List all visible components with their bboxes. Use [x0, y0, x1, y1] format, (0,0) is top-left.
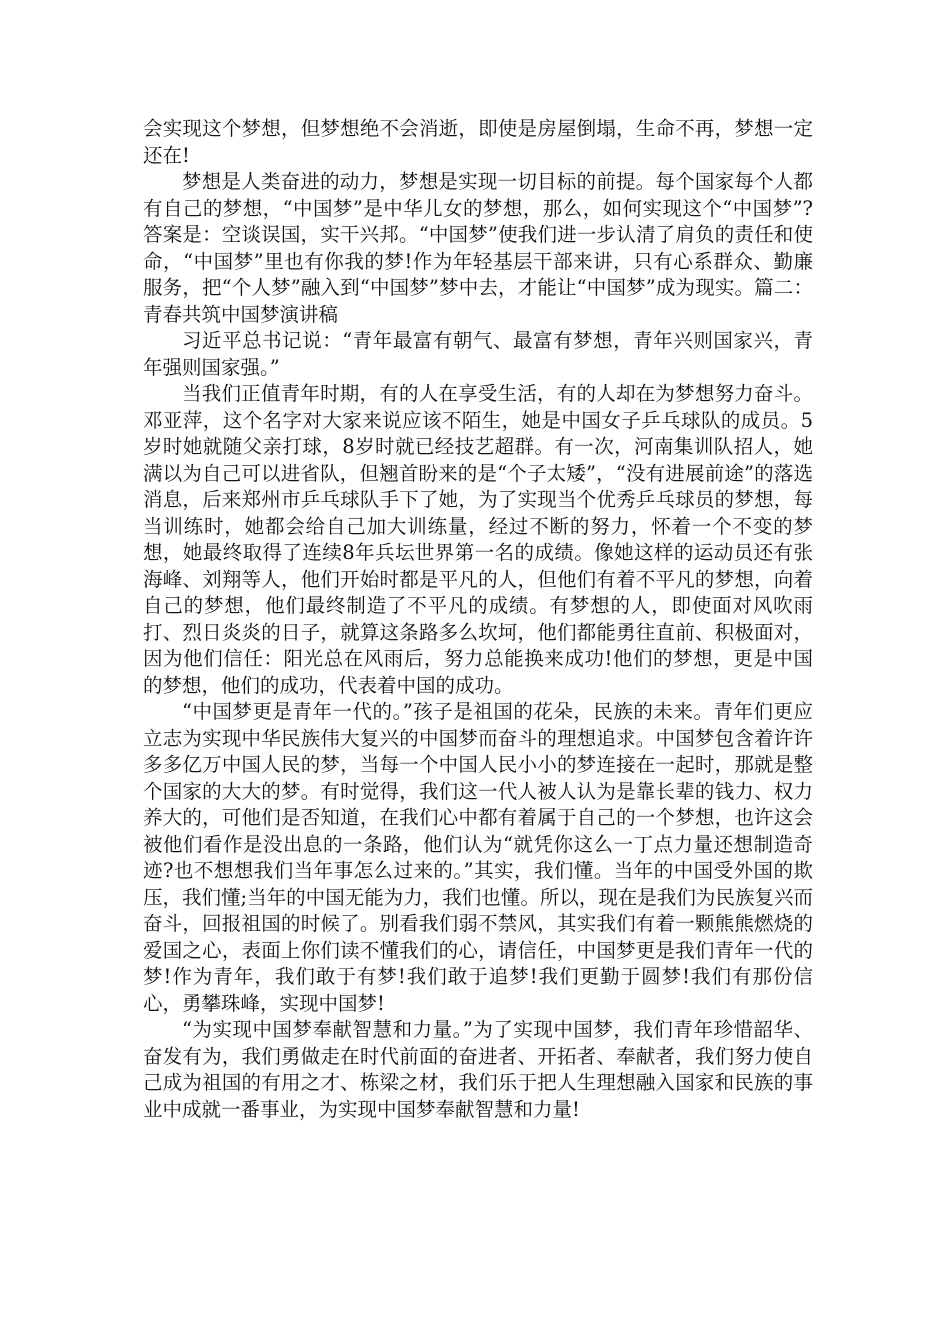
paragraph-4: 当我们正值青年时期，有的人在享受生活，有的人却在为梦想努力奋斗。邓亚萍，这个名字对大家来说应该不陌生，她是中国女子乒乓球队的成员。5岁时她就随父亲打球，8岁时就已经技艺超群。有一次，河南集训队招人，她满以为自己可以进省队，但翘首盼来的是“个子太矮”，“没有进展前途”的落选消息，后来郑州市乒乓球队手下了她，为了实现当个优秀乒乓球员的梦想，每当训练时，她都会给自己加大训练量，经过不断的努力，怀着一个不变的梦想，她最终取得了连续8年兵坛世界第一名的成绩。像她这样的运动员还有张海峰、刘翔等人，他们开始时都是平凡的人，但他们有着不平凡的梦想，向着自己的梦想，他们最终制造了不平凡的成绩。有梦想的人，即使面对风吹雨打、烈日炎炎的日子，就算这条路多么坎坷，他们都能勇往直前、积极面对，因为他们信任：阳光总在风雨后，努力总能换来成功!他们的梦想，更是中国的梦想，他们的成功，代表着中国的成功。 — [143, 382, 813, 697]
document-page — [143, 116, 813, 1123]
paragraph-3: 习近平总书记说：“青年最富有朝气、最富有梦想，青年兴则国家兴，青年强则国家强。” — [143, 329, 813, 379]
paragraph-1: 会实现这个梦想，但梦想绝不会消逝，即使是房屋倒塌，生命不再，梦想一定还在! — [143, 117, 813, 167]
paragraph-5: “中国梦更是青年一代的。”孩子是祖国的花朵，民族的未来。青年们更应立志为实现中华民族伟大复兴的中国梦而奋斗的理想追求。中国梦包含着许许多多亿万中国人民的梦，当每一个中国人民小小的梦连接在一起时，那就是整个国家的大大的梦。有时觉得，我们这一代人被人认为是靠长辈的钱力、权力养大的，可他们是否知道，在我们心中都有着属于自己的一个梦想，也许这会被他们看作是没出息的一条路，他们认为“就凭你这么一丁点力量还想制造奇迹?也不想想我们当年事怎么过来的。”其实，我们懂。当年的中国受外国的欺压，我们懂;当年的中国无能为力，我们也懂。所以，现在是我们为民族复兴而奋斗，回报祖国的时候了。别看我们弱不禁风，其实我们有着一颗熊熊燃烧的爱国之心，表面上你们读不懂我们的心，请信任，中国梦更是我们青年一代的梦!作为青年，我们敢于有梦!我们敢于追梦!我们更勤于圆梦!我们有那份信心，勇攀珠峰，实现中国梦! — [143, 700, 813, 1015]
paragraph-2: 梦想是人类奋进的动力，梦想是实现一切目标的前提。每个国家每个人都有自己的梦想，“中国梦”是中华儿女的梦想，那么，如何实现这个“中国梦”?答案是：空谈误国，实干兴邦。“中国梦”使我们进一步认清了肩负的责任和使命，“中国梦”里也有你我的梦!作为年轻基层干部来讲，只有心系群众、勤廉服务，把“个人梦”融入到“中国梦”梦中去，才能让“中国梦”成为现实。篇二：青春共筑中国梦演讲稿 — [143, 170, 813, 326]
paragraph-6: “为实现中国梦奉献智慧和力量。”为了实现中国梦，我们青年珍惜韶华、奋发有为，我们勇做走在时代前面的奋进者、开拓者、奉献者，我们努力使自己成为祖国的有用之才、栋梁之材，我们乐于把人生理想融入国家和民族的事业中成就一番事业，为实现中国梦奉献智慧和力量! — [143, 1018, 813, 1121]
